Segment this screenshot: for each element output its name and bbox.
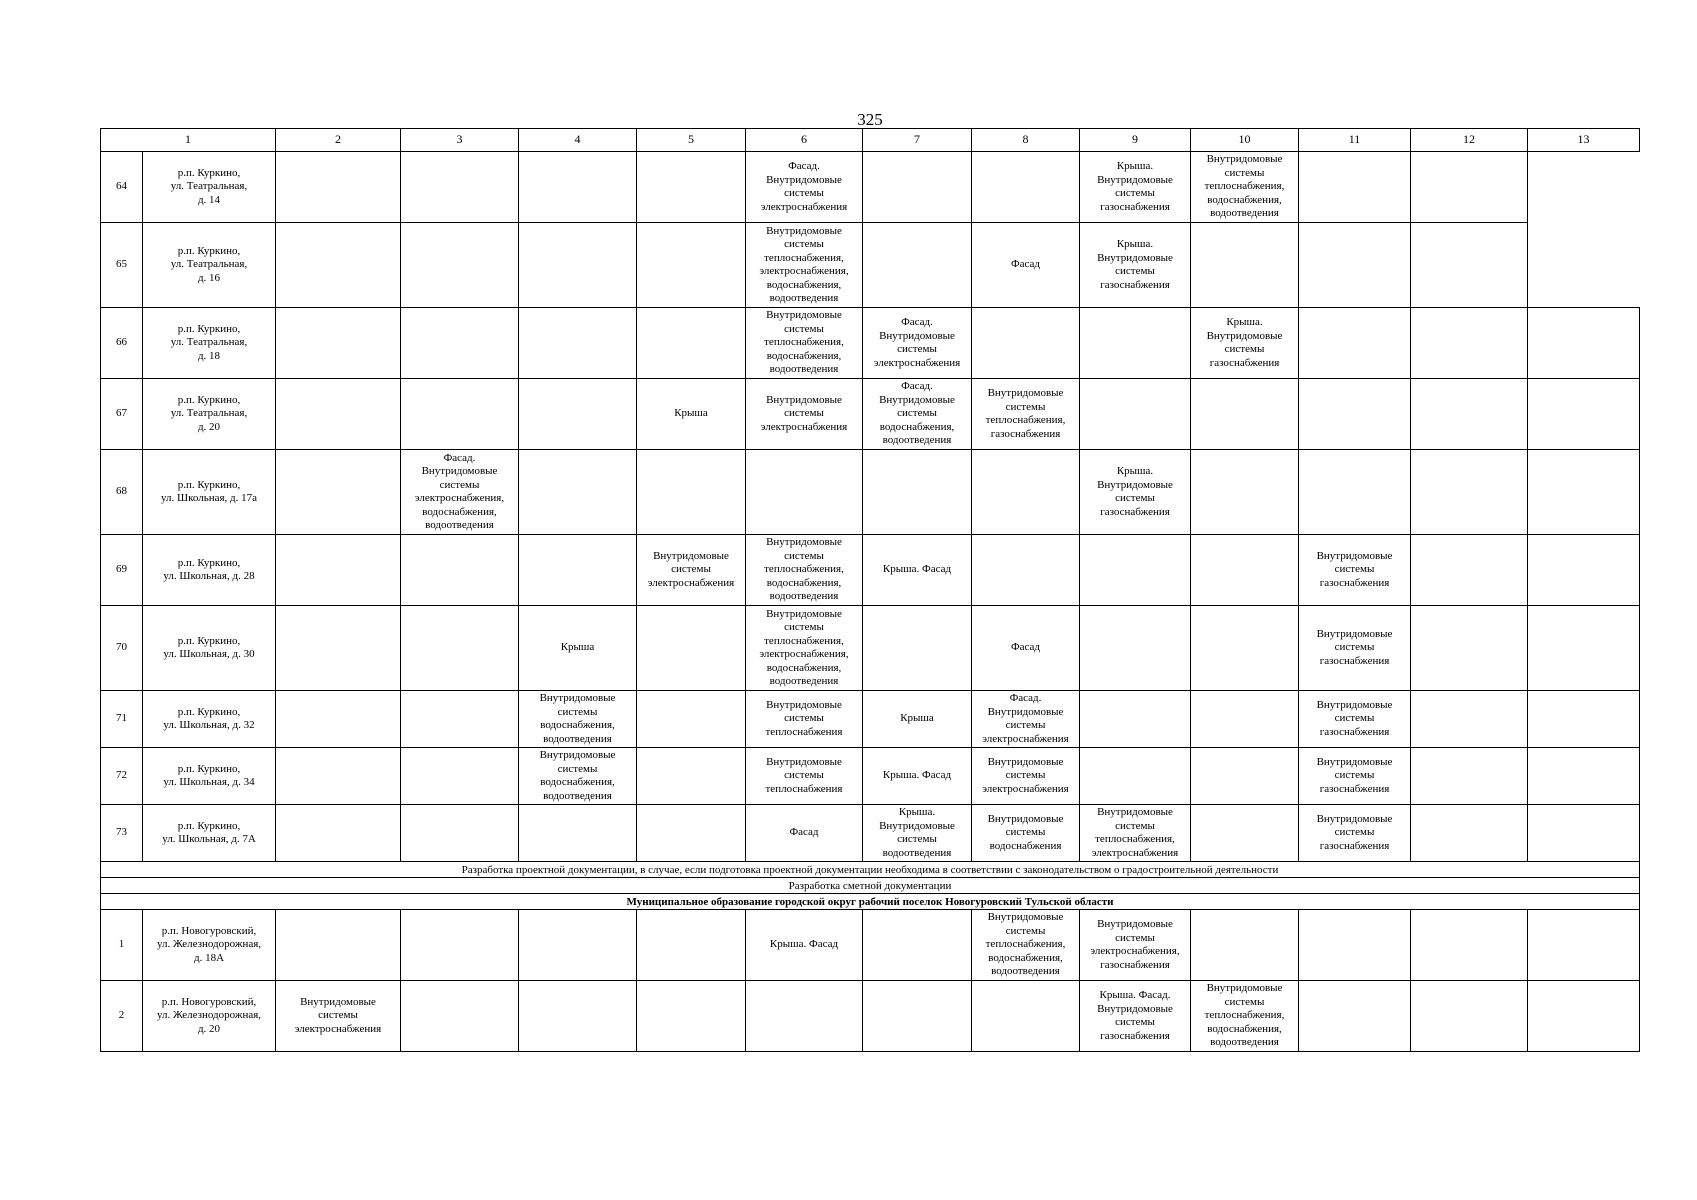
work-cell	[1080, 535, 1191, 606]
address-cell: р.п. Куркино, ул. Театральная, д. 16	[143, 223, 276, 308]
address-cell: р.п. Куркино, ул. Школьная, д. 7А	[143, 805, 276, 862]
building-row	[101, 379, 1640, 450]
work-cell	[401, 308, 519, 379]
column-number-header: 5	[637, 129, 746, 152]
work-cell	[1411, 450, 1528, 535]
work-cell	[519, 910, 637, 981]
section-note: Разработка проектной документации, в случае, если подготовка проектной документации необходима в соответствии с законодательством о градостроительной деятельности	[101, 862, 1640, 878]
work-cell: Фасад. Внутридомовые системы электроснабжения	[746, 152, 863, 223]
building-row	[101, 152, 1640, 223]
work-cell: Внутридомовые системы теплоснабжения, водоснабжения, водоотведения	[746, 308, 863, 379]
work-cell	[1411, 910, 1528, 981]
section-note: Разработка сметной документации	[101, 878, 1640, 894]
address-cell: р.п. Куркино, ул. Школьная, д. 17а	[143, 450, 276, 535]
work-cell: Внутридомовые системы электроснабжения, газоснабжения	[1080, 910, 1191, 981]
municipality-title: Муниципальное образование городской округ рабочий поселок Новогуровский Тульской области	[101, 894, 1640, 910]
work-cell	[1528, 606, 1640, 691]
work-cell	[637, 748, 746, 805]
address-cell: р.п. Куркино, ул. Школьная, д. 28	[143, 535, 276, 606]
work-cell	[637, 223, 746, 308]
column-number-header: 4	[519, 129, 637, 152]
work-cell	[1411, 152, 1528, 223]
address-cell: р.п. Куркино, ул. Театральная, д. 20	[143, 379, 276, 450]
work-cell: Крыша. Внутридомовые системы газоснабжения	[1080, 450, 1191, 535]
building-row	[101, 748, 1640, 805]
work-cell: Внутридомовые системы газоснабжения	[1299, 691, 1411, 748]
building-row	[101, 535, 1640, 606]
work-cell	[972, 535, 1080, 606]
work-cell: Фасад. Внутридомовые системы водоснабжения, водоотведения	[863, 379, 972, 450]
work-cell	[863, 450, 972, 535]
work-cell	[1411, 606, 1528, 691]
row-index-cell: 67	[101, 379, 143, 450]
work-cell	[1411, 691, 1528, 748]
work-cell	[1411, 308, 1528, 379]
row-index-cell: 64	[101, 152, 143, 223]
work-cell: Внутридомовые системы теплоснабжения, водоснабжения, водоотведения	[746, 535, 863, 606]
column-number-header: 13	[1528, 129, 1640, 152]
work-cell	[972, 308, 1080, 379]
work-cell	[1299, 450, 1411, 535]
address-cell: р.п. Новогуровский, ул. Железнодорожная, д. 20	[143, 981, 276, 1052]
work-cell	[1528, 535, 1640, 606]
work-cell: Крыша. Фасад. Внутридомовые системы газоснабжения	[1080, 981, 1191, 1052]
work-cell	[1080, 691, 1191, 748]
address-cell: р.п. Куркино, ул. Школьная, д. 34	[143, 748, 276, 805]
work-cell	[276, 691, 401, 748]
work-cell	[1299, 910, 1411, 981]
section-note-row	[101, 878, 1640, 894]
work-cell	[637, 450, 746, 535]
work-cell	[401, 606, 519, 691]
work-cell	[1191, 691, 1299, 748]
work-cell	[637, 308, 746, 379]
row-index-cell: 72	[101, 748, 143, 805]
work-cell: Внутридомовые системы газоснабжения	[1299, 805, 1411, 862]
work-cell: Внутридомовые системы электроснабжения	[746, 379, 863, 450]
work-cell	[1528, 981, 1640, 1052]
work-cell: Крыша. Внутридомовые системы газоснабжения	[1191, 308, 1299, 379]
work-cell	[863, 606, 972, 691]
work-cell: Крыша. Фасад	[863, 535, 972, 606]
work-cell	[1080, 308, 1191, 379]
work-cell: Крыша	[519, 606, 637, 691]
work-cell	[401, 805, 519, 862]
work-cell	[276, 535, 401, 606]
work-cell: Внутридомовые системы электроснабжения	[637, 535, 746, 606]
work-cell: Крыша. Внутридомовые системы газоснабжения	[1080, 152, 1191, 223]
column-number-header: 10	[1191, 129, 1299, 152]
work-cell: Внутридомовые системы теплоснабжения, водоснабжения, водоотведения	[972, 910, 1080, 981]
work-cell	[1080, 606, 1191, 691]
work-cell	[401, 691, 519, 748]
work-cell	[1191, 805, 1299, 862]
work-cell	[519, 981, 637, 1052]
work-cell: Фасад	[972, 223, 1080, 308]
work-cell	[637, 910, 746, 981]
column-number-header: 6	[746, 129, 863, 152]
work-cell	[637, 606, 746, 691]
building-row	[101, 223, 1640, 308]
work-cell	[276, 606, 401, 691]
row-index-cell: 65	[101, 223, 143, 308]
row-index-cell: 69	[101, 535, 143, 606]
work-cell: Внутридомовые системы теплоснабжения	[746, 691, 863, 748]
work-cell	[519, 152, 637, 223]
work-cell	[276, 910, 401, 981]
address-cell: р.п. Новогуровский, ул. Железнодорожная, д. 18А	[143, 910, 276, 981]
repair-schedule-table	[100, 128, 1640, 1052]
column-number-header: 2	[276, 129, 401, 152]
work-cell	[746, 981, 863, 1052]
row-index-cell: 68	[101, 450, 143, 535]
work-cell	[863, 152, 972, 223]
work-cell	[1528, 450, 1640, 535]
address-cell: р.п. Куркино, ул. Школьная, д. 32	[143, 691, 276, 748]
work-cell	[637, 691, 746, 748]
work-cell: Внутридомовые системы водоснабжения	[972, 805, 1080, 862]
work-cell: Фасад. Внутридомовые системы электроснабжения	[863, 308, 972, 379]
row-index-cell: 73	[101, 805, 143, 862]
column-number-header: 9	[1080, 129, 1191, 152]
work-cell: Крыша. Внутридомовые системы водоотведения	[863, 805, 972, 862]
page-number: 325	[857, 110, 883, 129]
work-cell	[1411, 223, 1528, 308]
work-cell: Внутридомовые системы газоснабжения	[1299, 535, 1411, 606]
row-index-cell: 71	[101, 691, 143, 748]
work-cell	[637, 981, 746, 1052]
work-cell: Внутридомовые системы водоснабжения, водоотведения	[519, 691, 637, 748]
address-cell: р.п. Куркино, ул. Школьная, д. 30	[143, 606, 276, 691]
row-index-cell: 70	[101, 606, 143, 691]
work-cell	[1299, 152, 1411, 223]
work-cell	[1299, 223, 1411, 308]
work-cell: Фасад	[746, 805, 863, 862]
work-cell: Внутридомовые системы водоснабжения, водоотведения	[519, 748, 637, 805]
work-cell: Крыша	[637, 379, 746, 450]
work-cell	[276, 450, 401, 535]
section-note-row	[101, 862, 1640, 878]
work-cell	[1411, 805, 1528, 862]
work-cell	[519, 450, 637, 535]
work-cell	[401, 379, 519, 450]
work-cell	[1528, 805, 1640, 862]
building-row	[101, 606, 1640, 691]
column-number-header: 3	[401, 129, 519, 152]
work-cell	[519, 223, 637, 308]
work-cell	[276, 379, 401, 450]
work-cell	[519, 535, 637, 606]
work-cell: Внутридомовые системы электроснабжения	[972, 748, 1080, 805]
work-cell	[1528, 308, 1640, 379]
work-cell	[1191, 223, 1299, 308]
address-cell: р.п. Куркино, ул. Театральная, д. 18	[143, 308, 276, 379]
work-cell	[1080, 379, 1191, 450]
work-cell	[746, 450, 863, 535]
work-cell	[972, 152, 1080, 223]
work-cell: Внутридомовые системы теплоснабжения, водоснабжения, водоотведения	[1191, 981, 1299, 1052]
building-row	[101, 308, 1640, 379]
work-cell	[1411, 981, 1528, 1052]
work-cell	[401, 535, 519, 606]
work-cell	[1411, 379, 1528, 450]
work-cell	[1528, 748, 1640, 805]
work-cell: Крыша. Внутридомовые системы газоснабжения	[1080, 223, 1191, 308]
work-cell	[1191, 450, 1299, 535]
work-cell: Крыша	[863, 691, 972, 748]
column-number-header: 7	[863, 129, 972, 152]
work-cell: Крыша. Фасад	[863, 748, 972, 805]
work-cell	[276, 308, 401, 379]
work-cell: Внутридомовые системы газоснабжения	[1299, 606, 1411, 691]
work-cell: Внутридомовые системы теплоснабжения	[746, 748, 863, 805]
work-cell	[519, 308, 637, 379]
address-cell: р.п. Куркино, ул. Театральная, д. 14	[143, 152, 276, 223]
work-cell	[401, 748, 519, 805]
column-number-header: 12	[1411, 129, 1528, 152]
work-cell: Внутридомовые системы газоснабжения	[1299, 748, 1411, 805]
work-cell	[519, 379, 637, 450]
work-cell: Внутридомовые системы электроснабжения	[276, 981, 401, 1052]
work-cell: Крыша. Фасад	[746, 910, 863, 981]
row-index-cell: 66	[101, 308, 143, 379]
work-cell	[1528, 379, 1640, 450]
work-cell	[401, 152, 519, 223]
building-row	[101, 981, 1640, 1052]
work-cell	[401, 981, 519, 1052]
column-number-header: 8	[972, 129, 1080, 152]
work-cell	[972, 981, 1080, 1052]
work-cell	[276, 152, 401, 223]
work-cell	[1191, 535, 1299, 606]
work-cell	[1411, 535, 1528, 606]
work-cell	[276, 805, 401, 862]
work-cell	[1191, 748, 1299, 805]
work-cell	[401, 223, 519, 308]
work-cell	[401, 910, 519, 981]
work-cell: Внутридомовые системы теплоснабжения, водоснабжения, водоотведения	[1191, 152, 1299, 223]
column-number-header: 11	[1299, 129, 1411, 152]
work-cell: Фасад	[972, 606, 1080, 691]
work-cell	[637, 805, 746, 862]
row-index-cell: 2	[101, 981, 143, 1052]
work-cell	[1299, 308, 1411, 379]
work-cell	[1528, 910, 1640, 981]
work-cell	[1080, 748, 1191, 805]
work-cell: Фасад. Внутридомовые системы электроснабжения	[972, 691, 1080, 748]
building-row	[101, 450, 1640, 535]
work-cell	[863, 223, 972, 308]
building-row	[101, 910, 1640, 981]
work-cell	[863, 981, 972, 1052]
building-row	[101, 691, 1640, 748]
building-row	[101, 805, 1640, 862]
work-cell	[1191, 379, 1299, 450]
work-cell: Внутридомовые системы теплоснабжения, электроснабжения	[1080, 805, 1191, 862]
work-cell	[972, 450, 1080, 535]
work-cell	[1528, 691, 1640, 748]
work-cell: Внутридомовые системы теплоснабжения, электроснабжения, водоснабжения, водоотведения	[746, 223, 863, 308]
work-cell: Внутридомовые системы теплоснабжения, газоснабжения	[972, 379, 1080, 450]
column-number-header: 1	[101, 129, 276, 152]
municipality-section-row	[101, 894, 1640, 910]
column-number-row	[101, 129, 1640, 152]
work-cell	[519, 805, 637, 862]
work-cell	[276, 223, 401, 308]
work-cell	[637, 152, 746, 223]
work-cell	[1411, 748, 1528, 805]
work-cell	[1191, 910, 1299, 981]
work-cell	[863, 910, 972, 981]
work-cell	[276, 748, 401, 805]
work-cell	[1299, 379, 1411, 450]
work-cell	[1191, 606, 1299, 691]
row-index-cell: 1	[101, 910, 143, 981]
work-cell: Фасад. Внутридомовые системы электроснабжения, водоснабжения, водоотведения	[401, 450, 519, 535]
work-cell	[1299, 981, 1411, 1052]
work-cell: Внутридомовые системы теплоснабжения, электроснабжения, водоснабжения, водоотведения	[746, 606, 863, 691]
